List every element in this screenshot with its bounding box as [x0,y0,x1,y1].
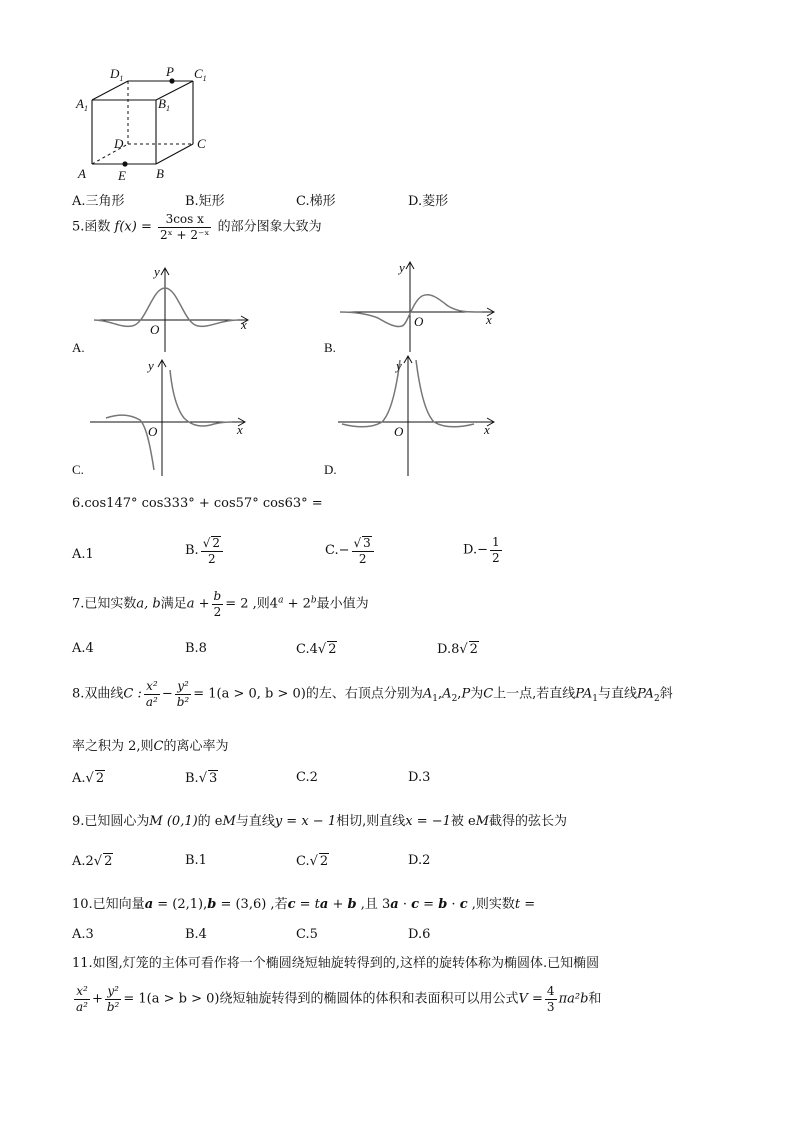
label-e: E [118,168,126,183]
graph-a-y-label: y [154,264,160,279]
q7-option-a: A.4 [72,641,94,656]
graph-b [322,258,512,358]
point-e [122,161,127,166]
label-b: B [156,166,164,181]
curve-d-right [416,360,474,427]
q4-option-b: B.矩形 [185,194,225,209]
q10-option-b: B.4 [185,927,207,942]
q9-option-b: B.1 [185,853,207,868]
q8-option-a: A.√ 2 [72,771,105,786]
point-p [169,78,174,83]
graph-c-y-label: y [148,358,154,373]
q6-option-c: C.− $\frac{√ 3}{2}$ [325,536,376,565]
q4-option-d: D.菱形 [408,194,449,209]
label-a: A [78,166,86,181]
q11-stem-line1: 11.如图,灯笼的主体可看作将一个椭圆绕短轴旋转得到的,这样的旋转体称为椭圆体.已知椭圆 [72,956,600,971]
q8-option-d: D.3 [408,770,431,785]
q9-option-a: A.2√ 2 [72,854,113,869]
graph-a-x-label: x [241,317,247,332]
q6-stem: 6.cos147° cos333° + cos57° cos63° = [72,496,323,511]
graph-c-origin: O [148,424,158,439]
q7-stem: 7.已知实数a, b满足a + $\frac{b}{2}$ = 2 ,则$4^a + 2^b$最小值为 [72,589,369,619]
graph-d [322,352,512,480]
label-b1: $B_1$ [158,96,170,113]
graph-a-origin: O [150,322,160,337]
q9-stem: 9.已知圆心为M (0,1)的 eM与直线y = x − 1相切,则直线x = −1被 eM截得的弦长为 [72,814,568,829]
graph-d-y-label: y [396,358,402,373]
q6-option-d: D.− $\frac{1}{2}$ [463,535,500,565]
q6-option-a: A.1 [72,547,94,562]
q8-option-c: C.2 [296,770,318,785]
graph-a-option-label: A. [72,340,85,355]
q5-stem: 5.函数 f(x) = $\frac{\text{3cos x}}{\text{2ˣ + 2⁻ˣ}}$ 的部分图象大致为 [72,212,322,242]
q7-option-d: D.8√ 2 [437,642,478,657]
graph-b-y-label: y [399,260,405,275]
q11-stem-line2: $\frac{\text{x²}}{\text{a²}}$ + $\frac{\text{y²}}{\text{b²}}$ = 1(a > b > 0)绕短轴旋转得到的椭圆体的体积和表面积可以用公式V = $\frac{4}{3}$ πa²b和 [76,984,602,1014]
label-c: C [197,136,206,151]
curve-d-left [342,360,400,427]
graph-b-x-label: x [486,312,492,327]
graph-d-x-label: x [484,422,490,437]
graph-b-origin: O [414,314,424,329]
curve-c-right [170,370,232,426]
curve-b [340,295,482,327]
curve-a [94,288,238,326]
q10-option-c: C.5 [296,927,318,942]
graph-d-origin: O [394,424,404,439]
cube-figure [70,62,220,184]
curve-c-left [106,415,154,470]
graph-c [70,356,260,480]
graph-c-option-label: C. [72,462,84,477]
graph-c-x-label: x [237,422,243,437]
q9-option-c: C.√ 2 [296,854,329,869]
label-a1: $A_1$ [76,96,88,113]
graph-d-option-label: D. [324,462,337,477]
q6-option-b: B. $\frac{√ 2}{2}$ [185,536,225,565]
q10-option-d: D.6 [408,927,431,942]
label-c1: $C_1$ [194,66,207,83]
graph-b-option-label: B. [324,340,336,355]
q4-option-a: A.三角形 [72,194,125,209]
q8-option-b: B.√ 3 [185,771,218,786]
q8-stem-line2: 率之积为 2,则C的离心率为 [72,739,229,754]
label-d1: $D_1$ [110,66,124,83]
graph-a [70,262,260,358]
label-d: D [114,136,124,151]
label-p: P [166,64,174,79]
q8-stem: 8.双曲线C : $\frac{\text{x²}}{\text{a²}}$ − $\frac{\text{y²}}{\text{b²}}$ = 1(a > 0, b > 0)的左、右顶点分别为$A_1,A_2,P$为C上一点,若直线$PA_1$与直线$PA_2$斜 [72,679,673,709]
q7-option-c: C.4√ 2 [296,642,337,657]
q10-stem: 10.已知向量a = (2,1),b = (3,6) ,若c = ta + b ,且 3a · c = b · c ,则实数t = [72,897,536,912]
q9-option-d: D.2 [408,853,431,868]
q4-option-c: C.梯形 [296,194,336,209]
q5-fraction: $\frac{\text{3cos x}}{\text{2ˣ + 2⁻ˣ}}$ [160,212,210,242]
q10-option-a: A.3 [72,927,94,942]
q7-option-b: B.8 [185,641,207,656]
